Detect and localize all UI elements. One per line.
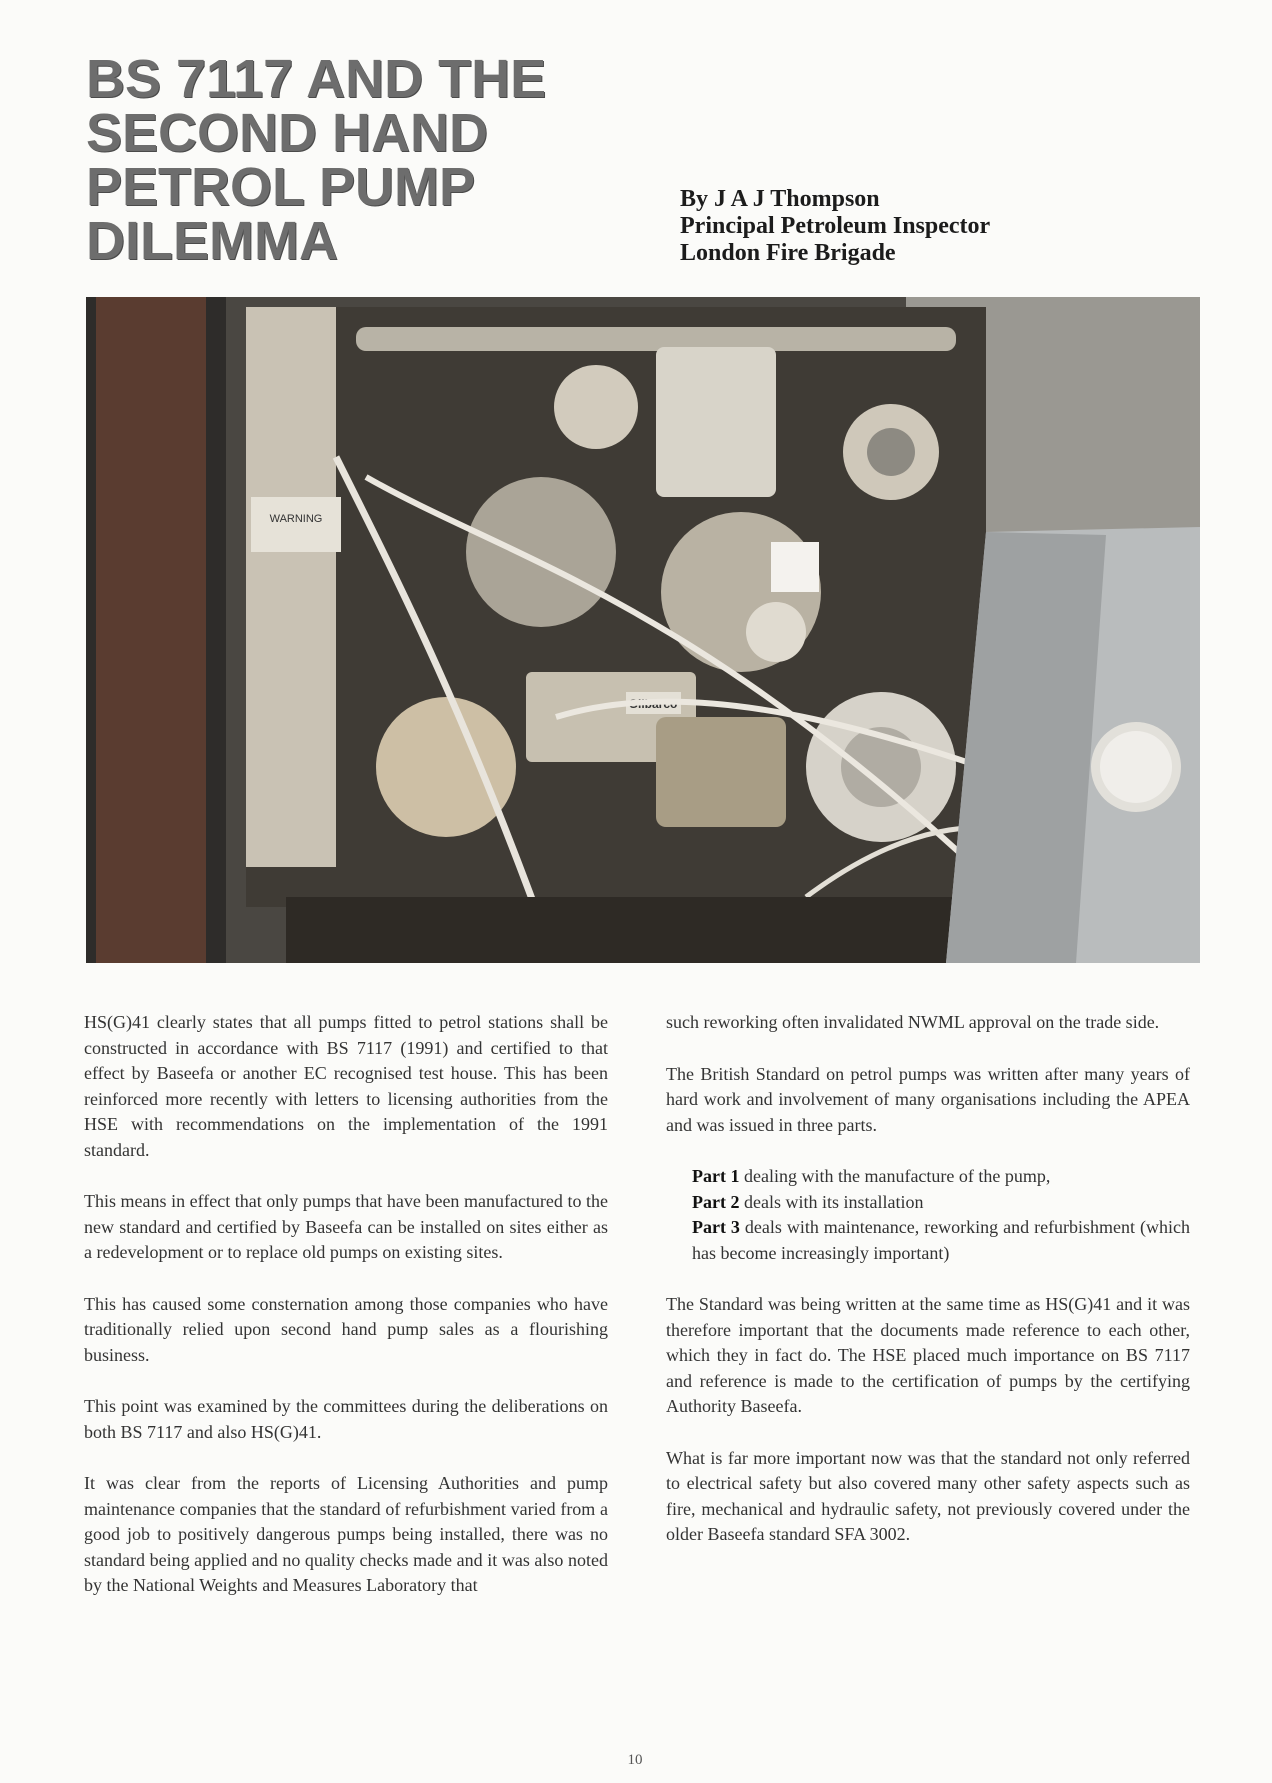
parts-list (692, 1164, 1190, 1266)
pump-mechanism-illustration (86, 297, 1200, 963)
part-label: Part 1 (692, 1166, 740, 1186)
warning-label: WARNING (269, 513, 323, 525)
body-paragraph: This means in effect that only pumps that have been manufactured to the new standard and certified by Baseefa can be installed on sites either as a redevelopment or to replace old pumps on existing sites. (84, 1191, 608, 1262)
part-label: Part 2 (692, 1191, 740, 1212)
petrol-pump-photo (86, 297, 1200, 963)
title-line: SECOND HAND (86, 103, 489, 163)
article-title (86, 49, 646, 271)
right-text-column (666, 1010, 1190, 1574)
body-paragraph: This has caused some consternation among those companies who have traditionally relied upon second hand pump sales as a flourishing business. (84, 1293, 608, 1365)
author-role: Principal Petroleum Inspector (680, 213, 991, 239)
parts-list-item (692, 1190, 1190, 1216)
title-line: DILEMMA (86, 211, 338, 271)
body-paragraph: What is far more important now was that the standard not only referred to electrical safety but also covered many other safety aspects such as fire, mechanical and hydraulic safety, not previously covered under the older Baseefa standard SFA 3002. (666, 1447, 1190, 1544)
body-paragraph: It was clear from the reports of Licensing Authorities and pump maintenance companies that the standard of refurbishment varied from a good job to positively dangerous pumps being installed, there was no standard being applied and no quality checks made and it was also noted by the National Weights and Measures Laboratory that (84, 1473, 608, 1595)
part-label: Part 3 (692, 1217, 740, 1237)
parts-list-item (692, 1164, 1190, 1190)
page-number: 10 (627, 1752, 643, 1768)
body-paragraph: The Standard was being written at the same time as HS(G)41 and it was therefore important that the documents made reference to each other, which they in fact do. The HSE placed much importance on BS 7117 and reference is made to the certification of pumps by the certifying Authority Baseefa. (666, 1294, 1190, 1416)
title-line: PETROL PUMP (86, 157, 476, 217)
body-paragraph: This point was examined by the committees during the deliberations on both BS 7117 and also HS(G)41. (84, 1396, 608, 1442)
part-description: deals with maintenance, reworking and refurbishment (which has become increasingly important) (692, 1217, 1190, 1263)
title-line: BS 7117 AND THE (86, 49, 547, 109)
author-organisation: London Fire Brigade (680, 240, 896, 266)
author-name: By J A J Thompson (680, 186, 880, 212)
part-description: deals with its installation (739, 1191, 924, 1212)
part-description: dealing with the manufacture of the pump, (739, 1166, 1051, 1186)
gilbarco-plate: Gilbarco (628, 697, 678, 711)
body-paragraph: HS(G)41 clearly states that all pumps fitted to petrol stations shall be constructed in accordance with BS 7117 (1991) and certified to that effect by Baseefa or another EC recognised test house. This has been reinforced more recently with letters to licensing authorities from the HSE with recommendations on the implementation of the 1991 standard. (84, 1012, 608, 1160)
body-paragraph: such reworking often invalidated NWML approval on the trade side. (666, 1012, 1160, 1032)
left-text-column (84, 1010, 608, 1625)
body-paragraph: The British Standard on petrol pumps was written after many years of hard work and involvement of many organisations including the APEA and was issued in three parts. (666, 1063, 1190, 1135)
byline (680, 186, 1100, 267)
parts-list-item (692, 1215, 1190, 1266)
